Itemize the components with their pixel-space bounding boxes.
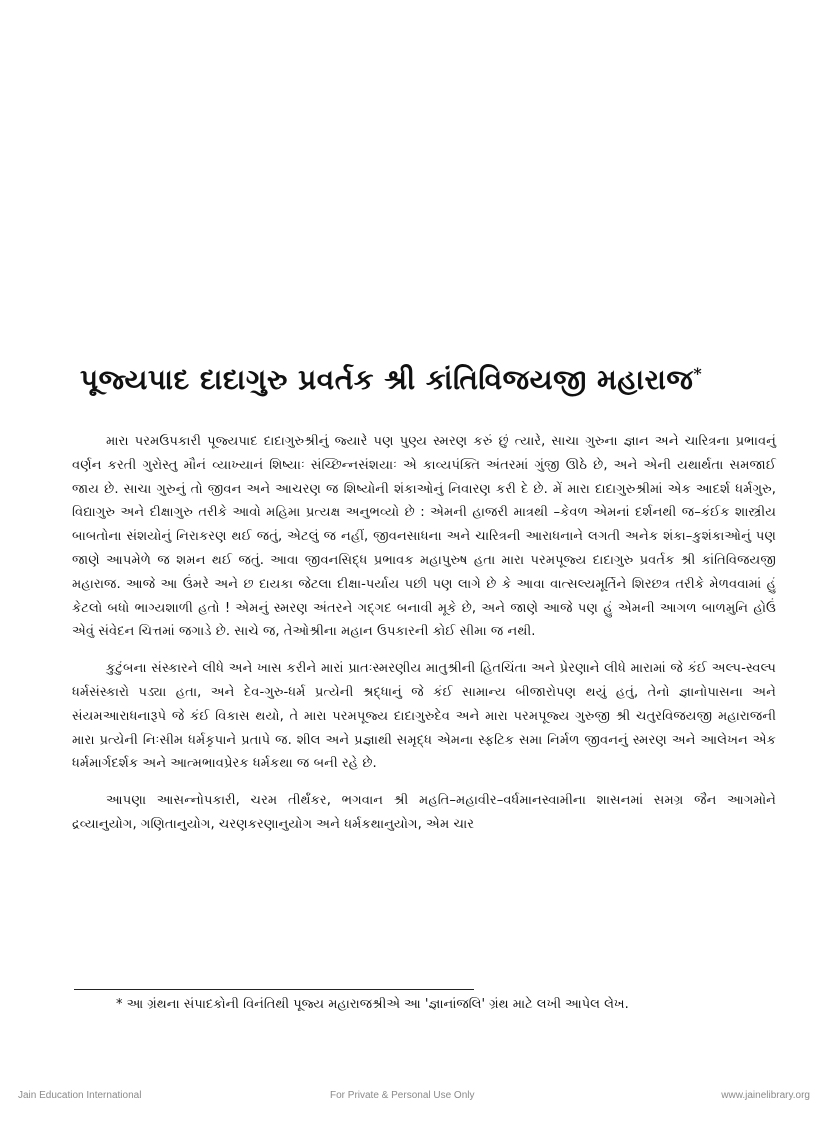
footnote-marker: * — [693, 364, 703, 383]
paragraph-1: મારા પરમઉપકારી પૂજ્યપાદ દાદાગુરુશ્રીનું જ્યારે પણ પુણ્ય સ્મરણ કરું છું ત્યારે, સાચા ગુરુના જ્ઞાન અને ચારિત્રના પ્રભાવનું વર્ણન કરતી ગુરોસ્તુ મૌનં વ્યાખ્યાનં શિષ્યાઃ સંચ્છિન્નસંશયાઃ એ કાવ્યપંક્તિ અંતરમાં ગુંજી ઊઠે છે, અને એની યથાર્થતા સમજાઈ જાય છે. સાચા ગુરુનું તો જીવન અને આચરણ જ શિષ્યોની શંકાઓનું નિવારણ કરી દે છે. મેં મારા દાદાગુરુશ્રીમાં એક આદર્શ ધર્મગુરુ, વિદ્યાગુરુ અને દીક્ષાગુરુ તરીકે આવો મહિમા પ્રત્યક્ષ અનુભવ્યો છે : એમની હાજરી માત્રથી –કેવળ એમનાં દર્શનથી જ–કંઈક શાસ્ત્રીય બાબતોના સંશયોનું નિરાકરણ થઈ જતું, એટલું જ નહીં, જીવનસાધના અને ચારિત્રની આરાધનાને લગતી અનેક શંકા–કુશંકાઓનું પણ જાણે આપમેળે જ શમન થઈ જતું. આવા જીવનસિદ્ધ પ્રભાવક મહાપુરુષ હતા મારા પરમપૂજ્ય દાદાગુરુ પ્રવર્તક શ્રી કાંતિવિજયજી મહારાજ. આજે આ ઉંમરે અને છ દાયકા જેટલા દીક્ષા-પર્યાય પછી પણ લાગે છે કે આવા વાત્સલ્યમૂર્તિને શિરછત્ર તરીકે મેળવવામાં હું કેટલો બધો ભાગ્યશાળી હતો ! એમનું સ્મરણ અંતરને ગદ્ગદ બનાવી મૂકે છે, અને જાણે આજે પણ હું એમની આગળ બાળમુનિ હોઉં એવું સંવેદન ચિત્તમાં જગાડે છે. સાચે જ, તેઓશ્રીના મહાન ઉપકારની કોઈ સીમા જ નથી. — [72, 434, 776, 640]
article-body — [72, 430, 776, 850]
footer-website-link[interactable]: www.jainelibrary.org — [721, 1090, 810, 1101]
footer-left-text: Jain Education International — [18, 1090, 142, 1101]
footnote-divider — [74, 989, 474, 990]
page-title — [80, 360, 770, 400]
paragraph-2: કુટુંબના સંસ્કારને લીધે અને ખાસ કરીને મારાં પ્રાતઃસ્મરણીય માતુશ્રીની હિતચિંતા અને પ્રેરણાને લીધે મારામાં જે કંઈ અલ્પ-સ્વલ્પ ધર્મસંસ્કારો પડ્યા હતા, અને દેવ-ગુરુ-ધર્મ પ્રત્યેની શ્રદ્ધાનું જે કંઈ સામાન્ય બીજારોપણ થયું હતું, તેનો જ્ઞાનોપાસના અને સંયમઆરાધનારૂપે જે કંઈ વિકાસ થયો, તે મારા પરમપૂજ્ય દાદાગુરુદેવ અને મારા પરમપૂજ્ય ગુરુજી શ્રી ચતુરવિજયજી મહારાજની મારા પ્રત્યેની નિઃસીમ ધર્મકૃપાને પ્રતાપે જ. શીલ અને પ્રજ્ઞાથી સમૃદ્ધ એમના સ્ફટિક સમા નિર્મળ જીવનનું સ્મરણ અને આલેખન એક ધર્મમાર્ગદર્શક અને આત્મભાવપ્રેરક ધર્મકથા જ બની રહે છે. — [72, 661, 776, 772]
page-title-text: પૂજ્યપાદ દાદાગુરુ પ્રવર્તક શ્રી કાંતિવિજયજી મહારાજ — [80, 363, 694, 396]
page-footer — [0, 1090, 828, 1106]
footnote: * આ ગ્રંથના સંપાદકોની વિનંતિથી પૂજ્ય મહારાજશ્રીએ આ 'જ્ઞાનાંજલિ' ગ્રંથ માટે લખી આપેલ લેખ. — [116, 997, 629, 1012]
footer-center-text: For Private & Personal Use Only — [330, 1090, 475, 1101]
paragraph-3: આપણા આસન્નોપકારી, ચરમ તીર્થંકર, ભગવાન શ્રી મહતિ–મહાવીર–વર્ધમાનસ્વામીના શાસનમાં સમગ્ર જૈન આગમોને દ્રવ્યાનુયોગ, ગણિતાનુયોગ, ચરણકરણાનુયોગ અને ધર્મકથાનુયોગ, એમ ચાર — [72, 793, 776, 832]
